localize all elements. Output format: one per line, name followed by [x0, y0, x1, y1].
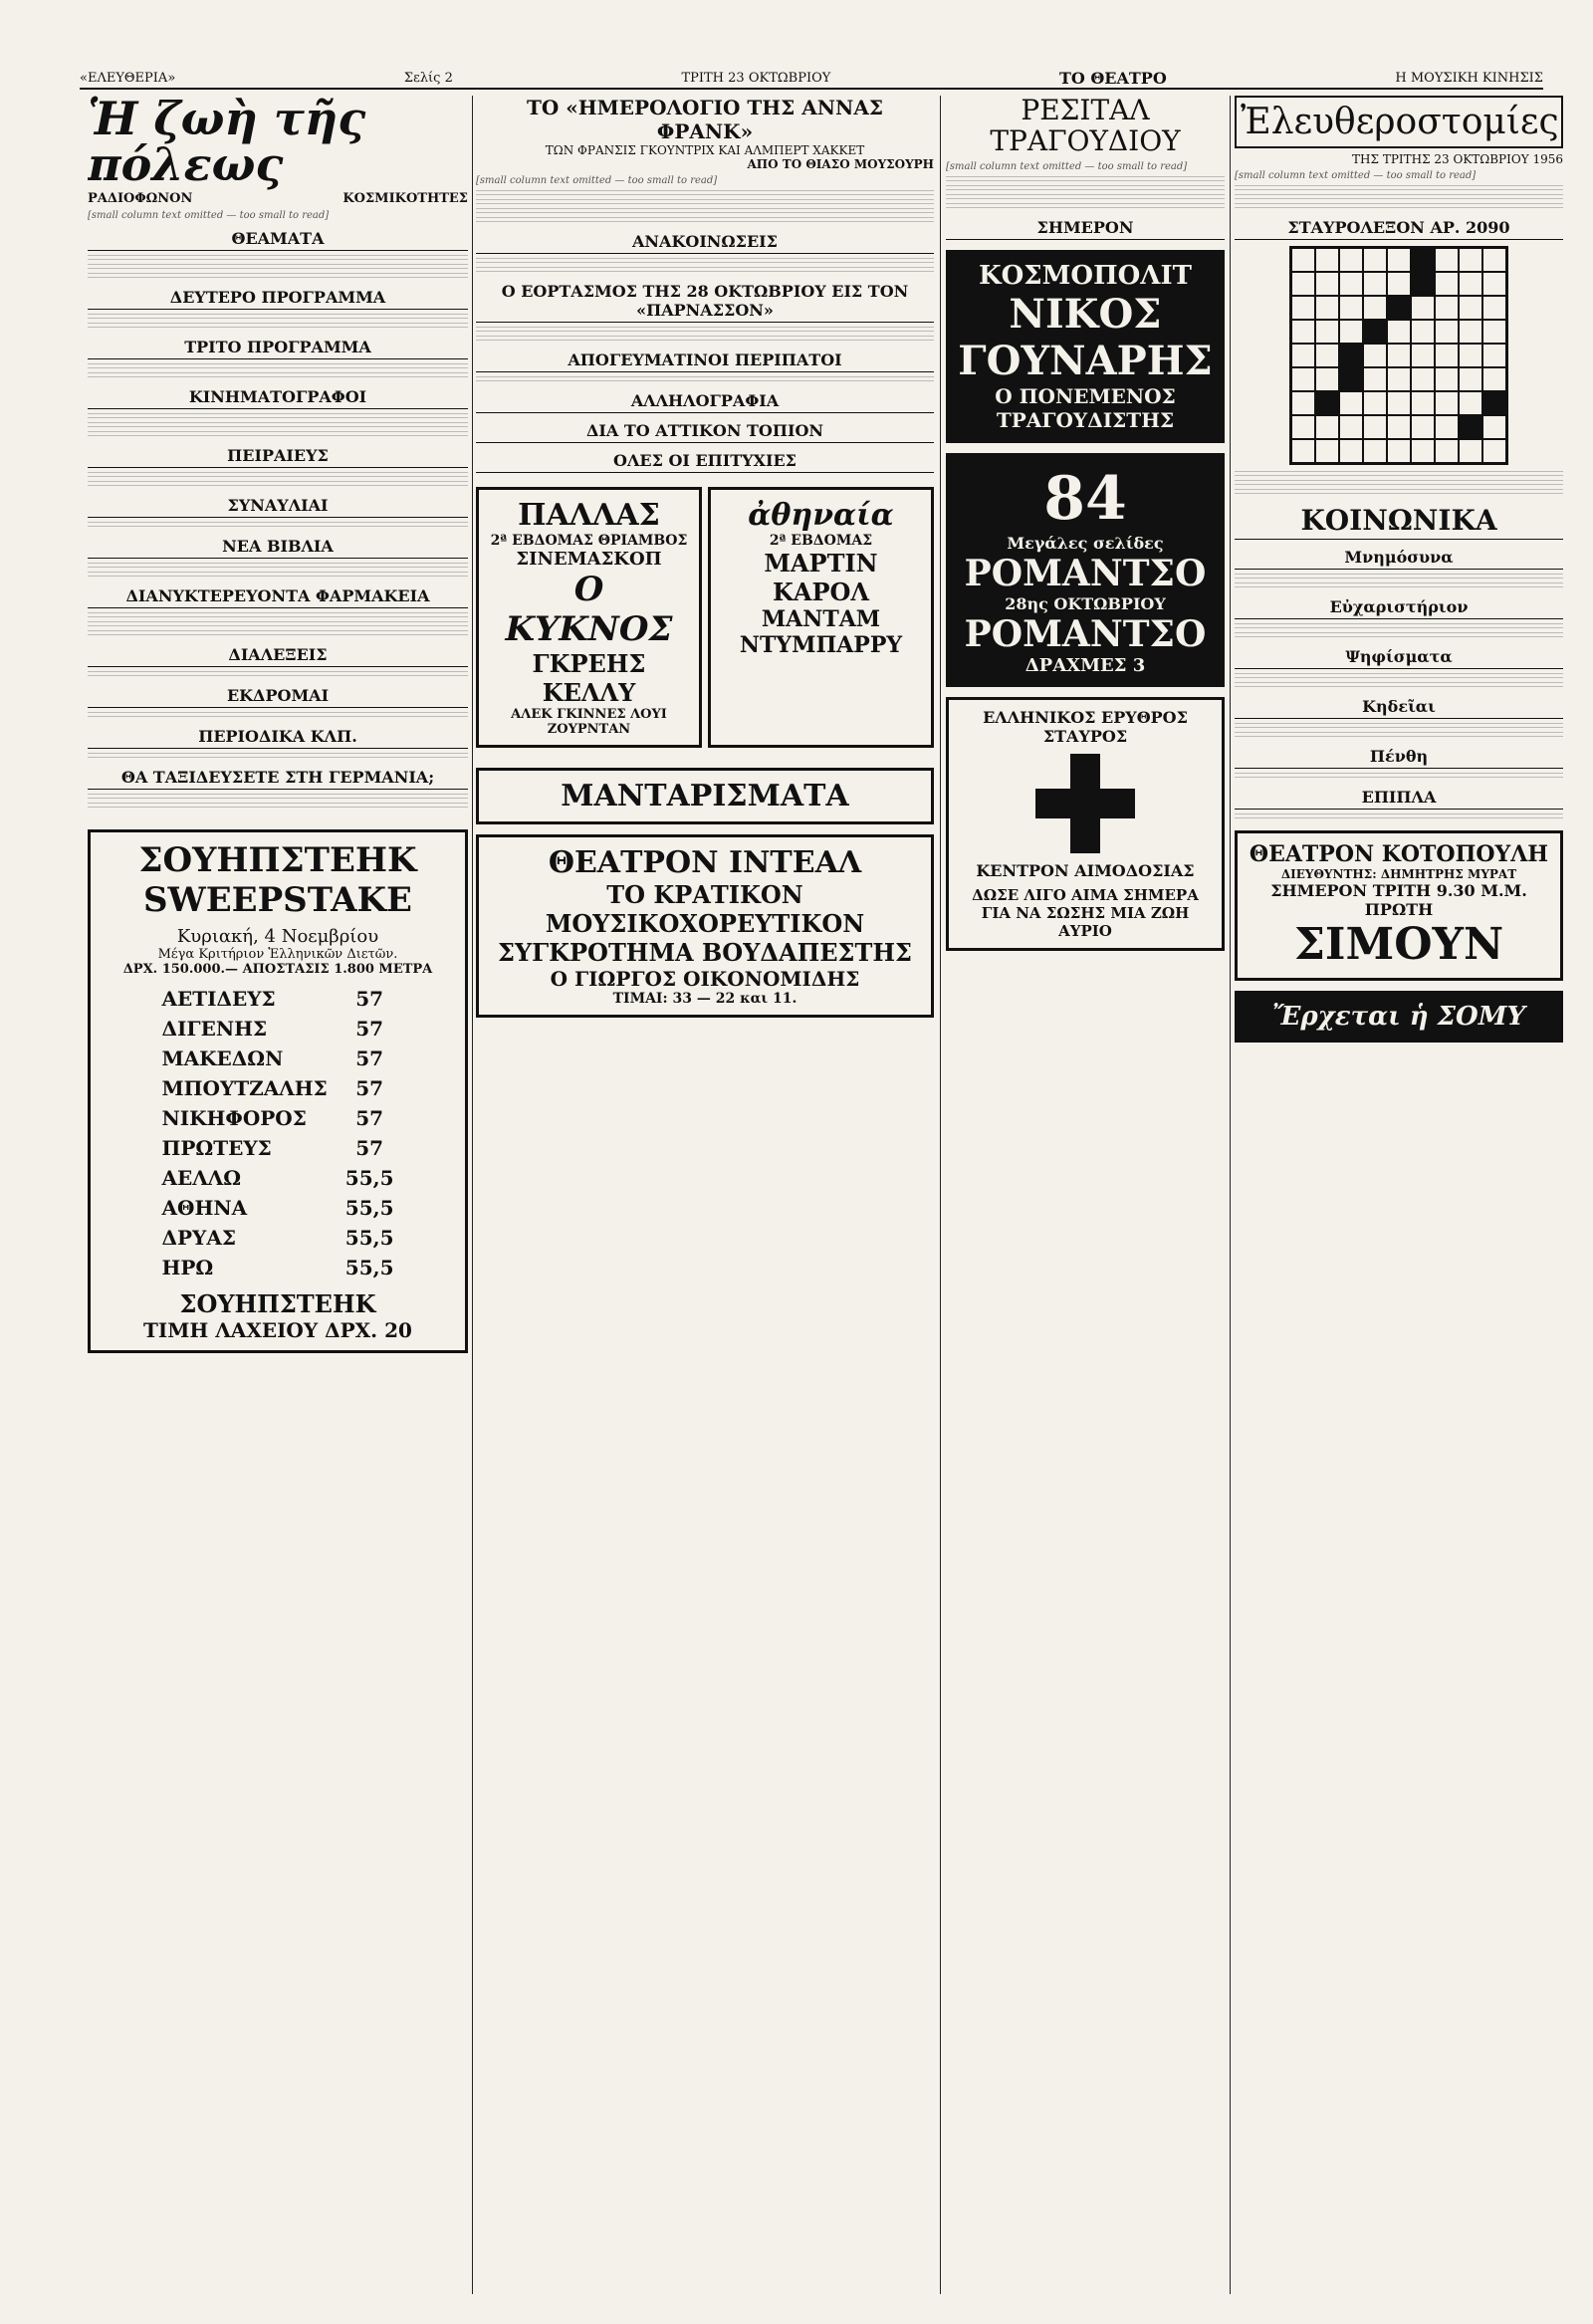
horse-name: ΠΡΩΤΕΥΣ: [161, 1136, 272, 1160]
crossword-cell: [1387, 272, 1411, 296]
sweep-row: [154, 1104, 402, 1132]
crossword-cell: [1411, 391, 1435, 415]
crossword-cell: [1291, 367, 1315, 391]
section-heading: ΘΑ ΤΑΞΙΔΕΥΣΕΤΕ ΣΤΗ ΓΕΡΜΑΝΙΑ;: [88, 768, 468, 790]
red-cross-ad: ΕΛΛΗΝΙΚΟΣ ΕΡΥΘΡΟΣ ΣΤΑΥΡΟΣ ΚΕΝΤΡΟΝ ΑΙΜΟΔΟΣΙΑΣ ΔΩΣΕ ΛΙΓΟ ΑΙΜΑ ΣΗΜΕΡΑ ΓΙΑ ΝΑ ΣΩΣΗΣ ΜΙΑ ΖΩΗ ΑΥΡΙΟ: [946, 697, 1225, 951]
horse-weight: 57: [355, 1017, 384, 1041]
sweep-row: [154, 1224, 402, 1252]
crossword-cell: [1435, 439, 1459, 463]
section-heading: Εὐχαριστήριον: [1235, 597, 1563, 619]
crossword-grid: [1289, 246, 1508, 465]
crossword-cell: [1435, 296, 1459, 320]
section-heading: ΔΙΑΝΥΚΤΕΡΕΥΟΝΤΑ ΦΑΡΜΑΚΕΙΑ: [88, 586, 468, 608]
article-title: ΤΟ «ΗΜΕΡΟΛΟΓΙΟ ΤΗΣ ΑΝΝΑΣ ΦΡΑΝΚ»: [526, 96, 883, 143]
crossword-cell: [1482, 272, 1506, 296]
crossword-cell: [1482, 344, 1506, 367]
crossword-cell: [1315, 296, 1339, 320]
crossword-cell: [1459, 248, 1482, 272]
crossword-cell: [1482, 415, 1506, 439]
column-society: [1235, 96, 1563, 2294]
crossword-cell: [1315, 344, 1339, 367]
crossword-cell: [1315, 367, 1339, 391]
horse-weight: 55,5: [344, 1226, 394, 1250]
horse-name: ΔΙΓΕΝΗΣ: [161, 1017, 268, 1041]
pallas-ad: ΠΑΛΛΑΣ 2ª ΕΒΔΟΜΑΣ ΘΡΙΑΜΒΟΣ ΣΙΝΕΜΑΣΚΟΠ Ο ΚΥΚΝΟΣ ΓΚΡΕΗΣ ΚΕΛΛΥ ΑΛΕΚ ΓΚΙΝΝΕΣ ΛΟΥΙ ΖΟΥΡΝΤΑΝ: [476, 487, 702, 748]
crossword-cell: [1435, 367, 1459, 391]
section-heading: ΑΠΟΓΕΥΜΑΤΙΝΟΙ ΠΕΡΙΠΑΤΟΙ: [476, 350, 934, 372]
section-heading: ΠΕΙΡΑΙΕΥΣ: [88, 446, 468, 468]
sweep-row: [154, 1045, 402, 1072]
crossword-cell: [1411, 296, 1435, 320]
crossword-cell: [1411, 320, 1435, 344]
section-heading: ΤΡΙΤΟ ΠΡΟΓΡΑΜΜΑ: [88, 338, 468, 359]
article-byline2: ΑΠΟ ΤΟ ΘΙΑΣΟ ΜΟΥΣΟΥΡΗ: [747, 157, 934, 171]
crossword-cell: [1363, 439, 1387, 463]
crossword-cell: [1339, 320, 1363, 344]
section-heading: ΑΝΑΚΟΙΝΩΣΕΙΣ: [476, 232, 934, 254]
crossword-cell: [1387, 439, 1411, 463]
horse-weight: 57: [355, 1046, 384, 1070]
sweepstake-ad: [88, 829, 468, 1353]
section-heading: ΔΙΑΛΕΞΕΙΣ: [88, 645, 468, 667]
crossword-cell: [1459, 344, 1482, 367]
radio-heading: ΡΑΔΙΟΦΩΝΟΝ: [88, 191, 193, 206]
column-city-life: [88, 96, 468, 2294]
crossword-cell: [1363, 391, 1387, 415]
section-heading: ΔΕΥΤΕΡΟ ΠΡΟΓΡΑΜΜΑ: [88, 288, 468, 310]
sweep-race: Μέγα Κριτήριον Ἑλληνικῶν Διετῶν.: [157, 947, 398, 962]
crossword-cell: [1315, 272, 1339, 296]
horse-weight: 57: [355, 1136, 384, 1160]
horse-name: ΗΡΩ: [161, 1256, 214, 1279]
theatron-ideal-ad: ΘΕΑΤΡΟΝ ΙΝΤΕΑΛ ΤΟ ΚΡΑΤΙΚΟΝ ΜΟΥΣΙΚΟΧΟΡΕΥΤΙΚΟΝ ΣΥΓΚΡΟΤΗΜΑ ΒΟΥΔΑΠΕΣΤΗΣ Ο ΓΙΩΡΓΟΣ ΟΙΚΟΝΟΜΙΔΗΣ ΤΙΜΑΙ: 33 — 22 και 11.: [476, 834, 934, 1018]
crossword-cell: [1339, 248, 1363, 272]
crossword-cell: [1339, 415, 1363, 439]
crossword-cell: [1339, 391, 1363, 415]
section-heading: ΚΟΙΝΩΝΙΚΑ: [1235, 504, 1563, 540]
crossword-cell: [1411, 367, 1435, 391]
sweep-title-latin: SWEEPSTAKE: [143, 880, 412, 920]
section-heading: ΕΠΙΠΛΑ: [1235, 788, 1563, 810]
crossword-cell: [1459, 320, 1482, 344]
column-rule: [472, 96, 473, 2294]
section-heading: ΘΕΑΜΑΤΑ: [88, 229, 468, 251]
section-heading: ΟΛΕΣ ΟΙ ΕΠΙΤΥΧΙΕΣ: [476, 451, 934, 473]
crossword-cell: [1387, 248, 1411, 272]
sweep-row: [154, 1164, 402, 1192]
omitted-text-note: [small column text omitted — too small to read]: [476, 175, 718, 186]
crossword-cell: [1363, 344, 1387, 367]
crossword-cell: [1482, 296, 1506, 320]
horse-name: ΔΡΥΑΣ: [161, 1226, 236, 1250]
horse-name: ΑΕΤΙΔΕΥΣ: [161, 987, 276, 1011]
horse-weight: 57: [355, 987, 384, 1011]
section-heading: Μνημόσυνα: [1235, 548, 1563, 570]
crossword-cell: [1387, 296, 1411, 320]
crossword-cell: [1339, 439, 1363, 463]
crossword-cell: [1291, 415, 1315, 439]
crossword-title: ΣΤΑΥΡΟΛΕΞΟΝ ΑΡ. 2090: [1235, 218, 1563, 240]
crossword-cell: [1387, 391, 1411, 415]
crossword-cell: [1435, 415, 1459, 439]
sweep-prize: ΔΡΧ. 150.000.— ΑΠΟΣΤΑΣΙΣ 1.800 ΜΕΤΡΑ: [122, 962, 433, 977]
crossword-cell: [1435, 391, 1459, 415]
crossword-cell: [1411, 272, 1435, 296]
sweep-row: [154, 1194, 402, 1222]
crossword-cell: [1363, 272, 1387, 296]
sweep-footer: ΣΟΥΗΠΣΤΕΗΚ: [179, 1289, 376, 1318]
horse-name: ΜΑΚΕΔΩΝ: [161, 1046, 284, 1070]
header-music: Η ΜΟΥΣΙΚΗ ΚΙΝΗΣΙΣ: [1395, 70, 1543, 86]
mantarismata-ad: ΜΑΝΤΑΡΙΣΜΑΤΑ: [476, 768, 934, 824]
crossword-cell: [1435, 248, 1459, 272]
horse-name: ΑΕΛΛΩ: [161, 1166, 242, 1190]
section-heading: ΔΙΑ ΤΟ ΑΤΤΙΚΟΝ ΤΟΠΙΟΝ: [476, 421, 934, 443]
crossword-cell: [1411, 248, 1435, 272]
horse-weight: 57: [355, 1076, 384, 1100]
crossword-cell: [1291, 272, 1315, 296]
crossword-cell: [1315, 391, 1339, 415]
crossword-cell: [1363, 415, 1387, 439]
crossword-cell: [1315, 248, 1339, 272]
crossword-cell: [1291, 344, 1315, 367]
recital-title: ΡΕΣΙΤΑΛ ΤΡΑΓΟΥΔΙΟΥ: [990, 96, 1181, 157]
section-heading: ΚΙΝΗΜΑΤΟΓΡΑΦΟΙ: [88, 387, 468, 409]
crossword-cell: [1291, 391, 1315, 415]
eleftherostomies-title: Ἐλευθεροστομίες: [1235, 96, 1563, 148]
omitted-text-note: [small column text omitted — too small to read]: [88, 210, 330, 221]
crossword-cell: [1363, 367, 1387, 391]
horse-weight: 57: [355, 1106, 384, 1130]
somy-ad: Ἔρχεται ἡ ΣΟΜΥ: [1235, 991, 1563, 1043]
section-masthead: Ἡ ζωὴ τῆς πόλεως: [88, 96, 366, 191]
kosmopolit-ad: ΚΟΣΜΟΠΟΛΙΤ ΝΙΚΟΣ ΓΟΥΝΑΡΗΣ Ο ΠΟΝΕΜΕΝΟΣ ΤΡΑΓΟΥΔΙΣΤΗΣ: [946, 250, 1225, 443]
crossword-cell: [1459, 391, 1482, 415]
kotopouli-ad: ΘΕΑΤΡΟΝ ΚΟΤΟΠΟΥΛΗ ΔΙΕΥΘΥΝΤΗΣ: ΔΗΜΗΤΡΗΣ ΜΥΡΑΤ ΣΗΜΕΡΟΝ ΤΡΙΤΗ 9.30 Μ.Μ. ΠΡΩΤΗ ΣΙΜΟΥΝ: [1235, 830, 1563, 981]
crossword-cell: [1459, 296, 1482, 320]
horse-name: ΑΘΗΝΑ: [161, 1196, 248, 1220]
crossword-cell: [1339, 344, 1363, 367]
crossword-cell: [1339, 367, 1363, 391]
crossword-cell: [1291, 296, 1315, 320]
sweep-date: Κυριακή, 4 Νοεμβρίου: [176, 926, 379, 947]
sweep-row: [154, 1254, 402, 1281]
section-heading: ΣΗΜΕΡΟΝ: [946, 218, 1225, 240]
romantso-ad: 84 Μεγάλες σελίδες ΡΟΜΑΝΤΣΟ 28ης ΟΚΤΩΒΡΙΟΥ ΡΟΜΑΝΤΣΟ ΔΡΑΧΜΕΣ 3: [946, 453, 1225, 687]
section-heading: Ο ΕΟΡΤΑΣΜΟΣ ΤΗΣ 28 ΟΚΤΩΒΡΙΟΥ ΕΙΣ ΤΟΝ «ΠΑΡΝΑΣΣΟΝ»: [476, 282, 934, 323]
sweep-table: [152, 983, 404, 1283]
sweep-title: ΣΟΥΗΠΣΤΕΗΚ: [138, 840, 417, 880]
crossword-cell: [1387, 367, 1411, 391]
crossword-cell: [1459, 367, 1482, 391]
crossword-cell: [1315, 439, 1339, 463]
crossword-cell: [1387, 415, 1411, 439]
crossword-cell: [1411, 439, 1435, 463]
sweep-row: [154, 985, 402, 1013]
crossword-cell: [1482, 320, 1506, 344]
header-masthead: «ΕΛΕΥΘΕΡΙΑ»: [80, 70, 176, 86]
section-heading: ΣΥΝΑΥΛΙΑΙ: [88, 496, 468, 518]
crossword-cell: [1315, 320, 1339, 344]
crossword-cell: [1435, 320, 1459, 344]
section-heading: ΠΕΡΙΟΔΙΚΑ ΚΛΠ.: [88, 727, 468, 749]
horse-name: ΝΙΚΗΦΟΡΟΣ: [161, 1106, 307, 1130]
crossword-cell: [1435, 272, 1459, 296]
society-heading: ΚΟΣΜΙΚΟΤΗΤΕΣ: [342, 191, 468, 206]
athinaia-ad: ἀθηναία 2ª ΕΒΔΟΜΑΣ ΜΑΡΤΙΝ ΚΑΡΟΛ ΜΑΝΤΑΜ ΝΤΥΜΠΑΡΡΥ: [708, 487, 934, 748]
crossword-cell: [1482, 248, 1506, 272]
crossword-cell: [1482, 439, 1506, 463]
crossword-cell: [1459, 439, 1482, 463]
crossword-cell: [1387, 344, 1411, 367]
crossword-cell: [1291, 248, 1315, 272]
crossword-cell: [1291, 320, 1315, 344]
crossword-cell: [1411, 415, 1435, 439]
crossword-cell: [1387, 320, 1411, 344]
crossword-cell: [1363, 248, 1387, 272]
sweep-row: [154, 1074, 402, 1102]
crossword-cell: [1363, 320, 1387, 344]
header-page-number: Σελίς 2: [403, 70, 453, 86]
column-music: [946, 96, 1225, 2294]
crossword-cell: [1339, 272, 1363, 296]
horse-name: ΜΠΟΥΤΖΑΛΗΣ: [161, 1076, 328, 1100]
section-heading: Ψηφίσματα: [1235, 647, 1563, 669]
crossword-cell: [1339, 296, 1363, 320]
sweep-price: ΤΙΜΗ ΛΑΧΕΙΟΥ ΔΡΧ. 20: [143, 1318, 412, 1342]
header-section: ΤΟ ΘΕΑΤΡΟ: [1058, 68, 1167, 88]
section-heading: Κηδεῖαι: [1235, 697, 1563, 719]
sweep-row: [154, 1015, 402, 1043]
crossword-cell: [1315, 415, 1339, 439]
horse-weight: 55,5: [344, 1256, 394, 1279]
column-rule: [1230, 96, 1231, 2294]
crossword-cell: [1482, 391, 1506, 415]
red-cross-icon: [1035, 754, 1135, 853]
omitted-text-note: [small column text omitted — too small to read]: [1235, 170, 1477, 181]
article-byline: ΤΩΝ ΦΡΑΝΣΙΣ ΓΚΟΥΝΤΡΙΧ ΚΑΙ ΑΛΜΠΕΡΤ ΧΑΚΚΕΤ: [545, 143, 865, 157]
omitted-text-note: [small column text omitted — too small to read]: [946, 160, 1188, 172]
crossword-cell: [1482, 367, 1506, 391]
column-rule: [940, 96, 941, 2294]
section-heading: ΕΚΔΡΟΜΑΙ: [88, 686, 468, 708]
horse-weight: 55,5: [344, 1196, 394, 1220]
header-date: ΤΡΙΤΗ 23 ΟΚΤΩΒΡΙΟΥ: [681, 70, 831, 86]
sweep-row: [154, 1134, 402, 1162]
crossword-cell: [1411, 344, 1435, 367]
page-header: [80, 68, 1543, 90]
crossword-cell: [1363, 296, 1387, 320]
section-heading: ΑΛΛΗΛΟΓΡΑΦΙΑ: [476, 391, 934, 413]
section-heading: ΝΕΑ ΒΙΒΛΙΑ: [88, 537, 468, 559]
crossword-cell: [1459, 272, 1482, 296]
horse-weight: 55,5: [344, 1166, 394, 1190]
eleftherostomies-date: ΤΗΣ ΤΡΙΤΗΣ 23 ΟΚΤΩΒΡΙΟΥ 1956: [1352, 152, 1563, 166]
crossword-cell: [1291, 439, 1315, 463]
crossword-cell: [1459, 415, 1482, 439]
column-theatre: [476, 96, 934, 2294]
crossword-cell: [1435, 344, 1459, 367]
section-heading: Πένθη: [1235, 747, 1563, 769]
